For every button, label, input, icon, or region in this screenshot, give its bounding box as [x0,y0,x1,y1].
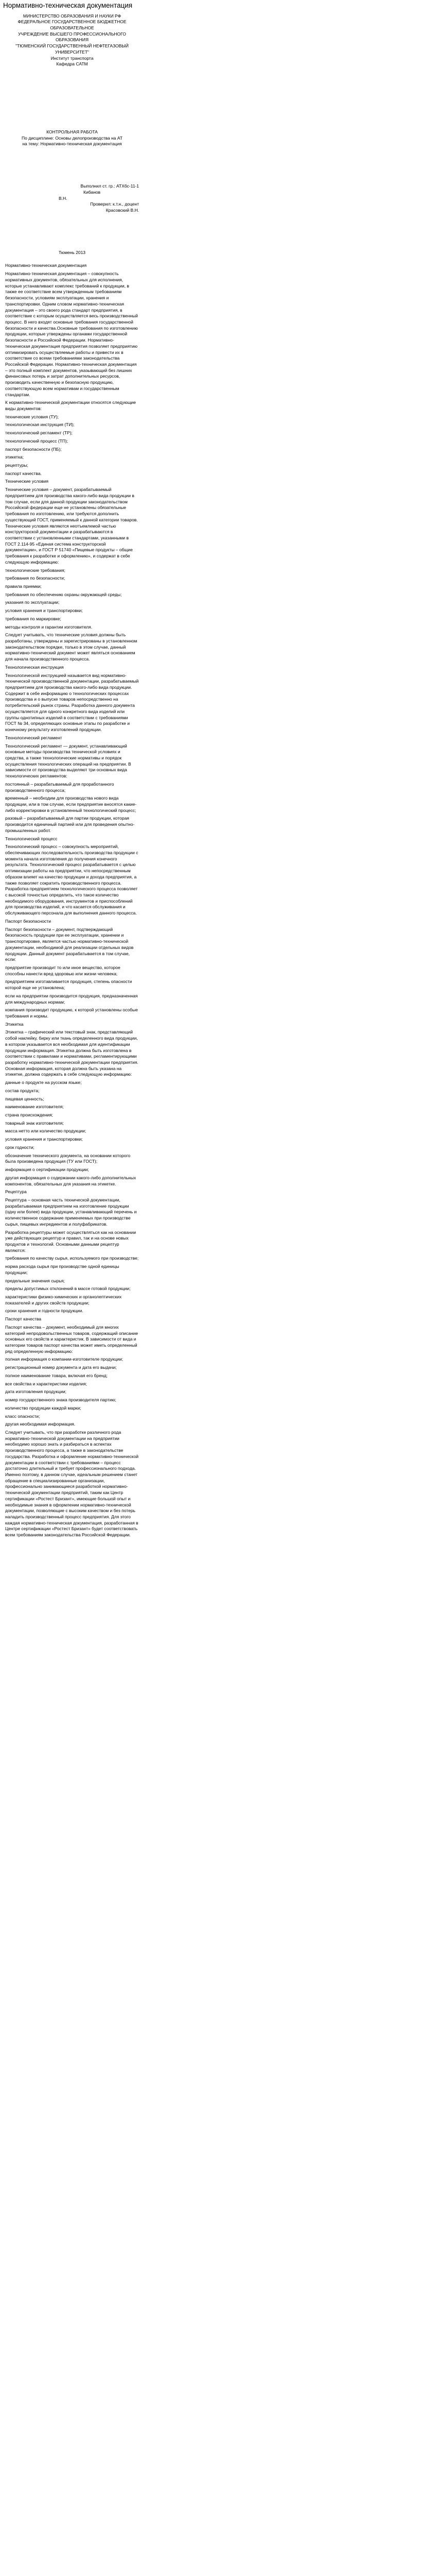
body-paragraph: дата изготовления продукции; [5,1389,66,1395]
body-paragraph: рецептуры; [5,463,28,468]
body-paragraph: полная информация о компании-изготовителе продукции; [5,1357,124,1362]
document-body [0,10,144,1538]
body-paragraph: Этикетка [5,1021,24,1027]
ministry-line: МИНИСТЕРСТВО ОБРАЗОВАНИЯ И НАУКИ РФ [23,13,121,19]
body-paragraph: предприятием изготавливается продукция, степень опасности которой еще не установлена; [5,979,132,991]
body-paragraph: условия хранения и транспортировки; [5,608,83,614]
body-heading: Нормативно-техническая документация [5,263,87,268]
body-paragraph: требования по маркировке; [5,616,61,621]
body-paragraph: другая необходимая информация. [5,1421,76,1427]
body-paragraph: норма расхода сырья при производстве одной единицы продукции; [5,1264,119,1275]
body-paragraph: состав продукта; [5,1088,40,1093]
institution-line-3: "ТЮМЕНСКИЙ ГОСУДАРСТВЕННЫЙ НЕФТЕГАЗОВЫЙ УНИВЕРСИТЕТ" [15,43,129,55]
body-paragraph: Технологический регламент [5,735,62,740]
title-page-heading [5,129,139,147]
body-paragraph: Технологический регламент — документ, устанавливающий основные методы производства технической условиях и средства, а также технологические нормативы и порядок осуществления технологических операций на предприятии. В зависимости от производства выделяют три основных вида технологических регламентов: [5,743,131,779]
body-paragraph: Разработка рецептуры может осуществляться как на основании уже действующих рецептур и правил, так и на основе новых продуктов и технологий. Основными данными рецептур являются: [5,1229,136,1253]
body-paragraph: полное наименование товара, включая его бренд; [5,1372,108,1378]
topic: на тему: Нормативно-техническая документация [22,141,122,147]
body-paragraph: номер государственного знака производителя партию; [5,1397,116,1403]
student-initials: В.Н. [59,195,67,201]
body-paragraph: Технологический процесс [5,836,58,841]
body-paragraph: разовый – разрабатываемый для партии продукции, которая производится единичный партией или для проведения опытно-промышленных работ. [5,816,135,833]
body-items [5,271,139,1538]
body-paragraph: технические условия (ТУ); [5,414,59,419]
title-page-header [5,13,139,67]
body-paragraph: Технологической инструкцией называется вид нормативно-технической производственной документации, разрабатываемый предприятием для производства какого-либо вида продукции. Содержит в себе информацию о технологических процессах производства и о выпуске товаров непосредственно на потребительский рынок страны. Разработка данного документа осуществляется для одного конкретного вида изделий или группы однотипных изделий в соответствии с требованиями ГОСТ № 34, определяющих основные этапы по разработке и конечному результату изготовлений продукции. [5,672,139,733]
department-line: Кафедра САТМ [56,61,88,67]
body-paragraph: технологическая инструкция (ТИ); [5,422,75,428]
body-paragraph: пищевая ценность; [5,1096,44,1101]
main-text [5,263,139,1538]
body-paragraph: данные о продукте на русском языке; [5,1080,82,1086]
body-paragraph: технологический регламент (ТР); [5,430,73,436]
body-paragraph: характеристики физико-химических и органолептических показателей и других свойств продукции; [5,1294,122,1306]
body-paragraph: Технические условия – документ, разрабатываемый предприятием для производства какого-либо вида продукции в том случае, если для данной продукции законодательством Российской федерации еще не установлены обязательные требования по изготовлению, или требуются дополнить существующий ГОСТ, применяемый к данной категории товаров. Технические условия являются неотъемлемой частью конструкторской документации и разрабатываются в соответствии с установленными стандартами, указанными в ГОСТ 2.114-95 «Единая система конструкторской документации», и ГОСТ Р 51740 «Пищевые продукты – общие требования к разработке и оформлению», и содержат в себе следующую информацию: [5,487,138,565]
body-paragraph: К нормативно-технической документации относятся следующие виды документов: [5,400,136,412]
body-paragraph: Паспорт качества – документ, необходимый для многих категорий непродовольственных товаров, содержащий описание основных его свойств и характеристик. В зависимости от вида и категории товаров паспорт качества может иметь определенный ряд определенную информацию: [5,1324,138,1354]
body-paragraph: постоянный – разрабатываемый для проработанного производственного процесса; [5,781,114,793]
body-paragraph: количество продукции каждой марки; [5,1405,81,1411]
body-paragraph: Технологическая инструкция [5,664,64,670]
body-paragraph: паспорт безопасности (ПБ); [5,446,62,452]
body-paragraph: условия хранения и транспортировки; [5,1137,83,1142]
discipline: По дисциплине: Основы делопроизводства на АТ [22,135,123,141]
body-paragraph: указания по эксплуатации; [5,600,60,605]
body-paragraph: этикетка; [5,454,24,460]
body-paragraph: если на предприятии производится продукция, предназначенная для международных нормам; [5,993,138,1005]
body-paragraph: Паспорт качества [5,1316,42,1322]
body-paragraph: Технологический процесс – совокупность мероприятий, обеспечивающих последовательность производства продукции с момента начала изготовления до получения конечного результата. Технологический процесс разрабатывается с целью оптимизации работы на предприятии, что непосредственным образом влияет на качество продукции и дохода предприятия, а также позволяет сократить производственного процесса. Разработка предприятием технологического процесса позволяет с высокой точностью определить, что такое количество необходимого оборудования, инструментов и приспособлений для производства изделий, и что касается обслуживания и обслуживающего персонала для выполнения данного процесса. [5,844,138,916]
body-paragraph: информация о сертификации продукции; [5,1167,89,1173]
body-paragraph: предприятие производит то или иное вещество, которое способны нанести вред здоровью или жизни человека; [5,964,120,976]
checked-by: Проверил: к.т.н., доцент [90,201,139,207]
body-paragraph: все свойства и характеристики изделия; [5,1381,88,1386]
body-paragraph: регистрационный номер документа и дата его выдачи; [5,1365,117,1370]
body-paragraph: требования по качеству сырья, используемого при производстве; [5,1256,139,1261]
body-paragraph: предельные значения сырья; [5,1278,65,1283]
institute-line: Институт транспорта [50,55,94,61]
body-paragraph: наименование изготовителя; [5,1104,64,1110]
body-paragraph: Паспорт безопасности – документ, подтверждающий безопасность продукции при ее эксплуатации, хранении и транспортировке, является частью нормативно-технической документации, необходимой для реализации отдельных видов продукции. Данный документ разрабатывается в том случае, если: [5,926,134,962]
body-paragraph: временный – необходим для производства нового вида продукции, или в том случае, если предприятие вносятся какие-либо корректировки в установленный технологический процесс; [5,795,137,813]
city-year: Тюмень 2013 [58,249,86,255]
body-paragraph: технологические требования; [5,567,65,573]
body-paragraph: методы контроля и гарантии изготовителя. [5,624,93,630]
body-paragraph: компания производит продукцию, к которой установлены особые требования и нормы. [5,1007,138,1019]
body-paragraph: Этикетка – графический или текстовый знак, представляющий собой наклейку, бирку или ткань определенного вида продукции, в котором указывается вся необходимая для идентификации продукции информация. Этикетка должна быть изготовлена в соответствии с правилами и нормативами, регламентирующими разработку нормативно-технической документации предприятия. Основная информация, которая должна быть указана на этикетке, должна содержать в себе следующую информацию: [5,1029,138,1077]
body-paragraph: Паспорт безопасности [5,918,51,924]
body-paragraph: масса нетто или количество продукции; [5,1128,86,1134]
body-paragraph: правила приемки; [5,583,42,589]
body-paragraph: Технические условия [5,479,48,484]
body-paragraph: страна происхождения; [5,1112,54,1118]
body-paragraph: сроки хранения и годности продукции. [5,1308,83,1314]
body-paragraph: Нормативно-техническая документация – совокупность нормативных документов, обязательных для исполнения, которые устанавливают комплекс требований к продукции, в также ее соответствие всем утвержденным требованиям безопасности, условиям эксплуатации, хранения и транспортировки. Одним словом нормативно-техническая документация – это своего рода стандарт предприятия, в соответствие с которым осуществляется весь производственный процесс. В него входят основные требования государственной безопасности и качества.Основные требования по изготовлению продукции, которые утверждены органами государственной безопасности и Российской Федерации. Нормативно-техническая документация предприятия позволяет предприятию оптимизировать осуществляемые работы и привести их в соответствие со всеми требованиями законодательства Российской Федерации. Нормативно-техническая документация – это полный комплект документов, указывающий без лишних финансовых потерь и затрат дополнительных ресурсов, производить качественную и безопасную продукцию, соответствующую всем нормативам и государственным стандартам. [5,271,138,397]
institution-line-2: УЧРЕЖДЕНИЕ ВЫСШЕГО ПРОФЕССИОНАЛЬНОГО ОБРАЗОВАНИЯ [18,31,126,43]
body-paragraph: паспорт качества. [5,470,42,476]
body-paragraph: другая информация о содержании какого-либо дополнительных компонентов, обязательных для указания на этикетке. [5,1175,136,1187]
body-paragraph: пределы допустимых отклонений в массе готовой продукции; [5,1286,131,1292]
body-paragraph: срок годности; [5,1144,34,1150]
page-title: Нормативно-техническая документация [3,2,133,9]
work-type: КОНТРОЛЬНАЯ РАБОТА [46,129,98,135]
body-paragraph: требования по безопасности; [5,575,65,581]
body-paragraph: требования по обеспечению охраны окружающей среды; [5,591,122,597]
performed-by: Выполнил ст. гр.: АТХбс-11-1 [80,183,139,189]
body-paragraph: обозначение технического документа, на основании которого была произведена продукция (ТУ или ГОСТ); [5,1153,131,1164]
body-paragraph: класс опасности; [5,1413,40,1419]
body-paragraph: товарный знак изготовителя; [5,1120,64,1126]
student-surname: Кибанов [83,189,101,195]
body-paragraph: технологический процесс (ТП); [5,438,68,444]
body-paragraph: Следует учитывать, что технические условия должны быть разработаны, утверждены и зарегистрированы в установленном законодательством порядке, только в этом случае, данный нормативно-технический документ может являться основанием для начала производственного процесса. [5,632,137,662]
body-paragraph: Рецептура [5,1189,27,1195]
body-paragraph: Рецептура – основная часть технической документации, разрабатываемая предприятием на изготовление продукции (одну или более) вида продукции, устанавливающий перечень и количественное содержание применяемых при производстве сырья, пищевых ингредиентов и полуфабрикатов. [5,1197,137,1227]
body-paragraph: Следует учитывать, что при разработке различного рода нормативно-технической документации на предприятии необходимо хорошо знать и разбираться в аспектах производственного процесса, а также в законодательстве государства. Разработка и оформление нормативно-технической документации в соответствии с требованиями – процесс достаточно длительный и требует профессионального подхода. Именно поэтому, в данном случае, идеальным решением станет обращение в специализированные организации, профессионально занимающиеся разработкой нормативно-технической документации предприятий, таким как Центр сертификации «Ростест Бризант», имеющие большой опыт и необходимые знания в оформлении нормативно-технической документации, позволяющие с высоким качеством и без потерь наладить производственный процесс предприятия. Для этого каждая нормативно-техническая документация, разработанная в Центре сертификации «Ростест Бризант» будет соответствовать всем требованиям законодательства Российской Федерации. [5,1429,138,1538]
title-page-signatures [5,183,139,214]
checker-name: Красовский В.Н. [106,208,139,213]
institution-line-1: ФЕДЕРАЛЬНОЕ ГОСУДАРСТВЕННОЕ БЮДЖЕТНОЕ ОБРАЗОВАТЕЛЬНОЕ [18,19,127,30]
